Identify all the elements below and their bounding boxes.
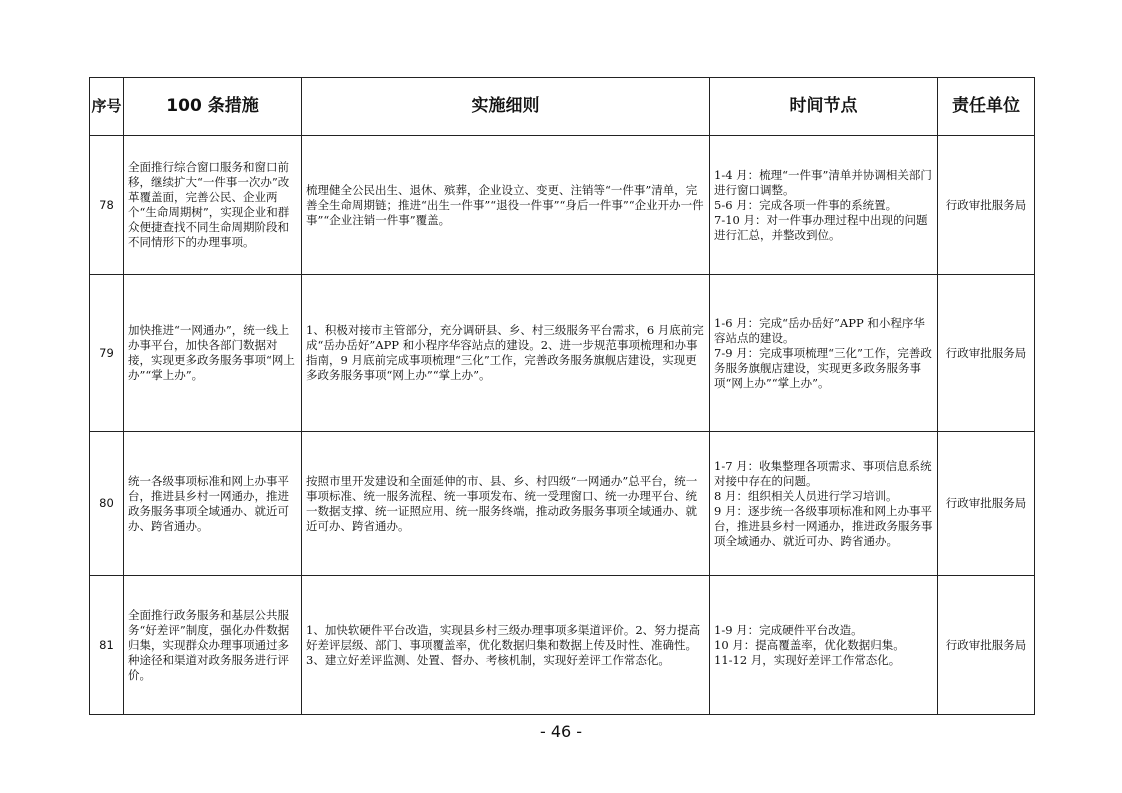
row-detail: 1、积极对接市主管部分，充分调研县、乡、村三级服务平台需求，6 月底前完成“岳办岳好”APP 和小程序华容站点的建设。2、进一步规范事项梳理和办事指南，9 月底前完成事项梳理“三化”工作，完善政务服务旗舰店建设，实现更多政务服务事项“网上办”“掌上办”。 — [302, 275, 710, 432]
header-seq: 序号 — [90, 78, 124, 136]
row-detail: 梳理健全公民出生、退休、殡葬，企业设立、变更、注销等“一件事”清单，完善全生命周期链；推进“出生一件事”“退役一件事”“身后一件事”“企业开办一件事”“企业注销一件事”覆盖。 — [302, 136, 710, 275]
table-row — [90, 136, 1035, 275]
row-measure: 全面推行政务服务和基层公共服务“好差评”制度，强化办件数据归集，实现群众办理事项通过多种途径和渠道对政务服务进行评价。 — [124, 576, 302, 715]
row-measure: 加快推进“一网通办”，统一线上办事平台，加快各部门数据对接，实现更多政务服务事项“网上办”“掌上办”。 — [124, 275, 302, 432]
row-timeline — [710, 136, 938, 275]
timeline-line: 10 月：提高覆盖率，优化数据归集。 — [714, 637, 905, 652]
row-measure: 统一各级事项标准和网上办事平台，推进县乡村一网通办，推进政务服务事项全域通办、就近可办、跨省通办。 — [124, 432, 302, 576]
row-timeline — [710, 576, 938, 715]
timeline-line: 7-10 月：对一件事办理过程中出现的问题进行汇总，并整改到位。 — [714, 212, 928, 242]
row-timeline — [710, 432, 938, 576]
row-detail: 1、加快软硬件平台改造，实现县乡村三级办理事项多渠道评价。2、努力提高好差评层级、部门、事项覆盖率，优化数据归集和数据上传及时性、准确性。3、建立好差评监测、处置、督办、考核机制，实现好差评工作常态化。 — [302, 576, 710, 715]
timeline-line: 5-6 月：完成各项一件事的系统置。 — [714, 197, 898, 212]
header-timeline: 时间节点 — [710, 78, 938, 136]
timeline-line: 1-4 月：梳理“一件事”清单并协调相关部门进行窗口调整。 — [714, 167, 932, 197]
row-unit: 行政审批服务局 — [938, 275, 1035, 432]
row-seq: 79 — [90, 275, 124, 432]
row-seq: 81 — [90, 576, 124, 715]
row-measure: 全面推行综合窗口服务和窗口前移，继续扩大“一件事一次办”改革覆盖面，完善公民、企业两个“生命周期树”，实现企业和群众便捷查找不同生命周期阶段和不同情形下的办理事项。 — [124, 136, 302, 275]
timeline-line: 11-12 月，实现好差评工作常态化。 — [714, 652, 901, 667]
header-measure: 100 条措施 — [124, 78, 302, 136]
timeline-line: 9 月：逐步统一各级事项标准和网上办事平台，推进县乡村一网通办，推进政务服务事项全域通办、就近可办、跨省通办。 — [714, 503, 933, 548]
row-unit: 行政审批服务局 — [938, 576, 1035, 715]
timeline-line: 1-9 月：完成硬件平台改造。 — [714, 622, 863, 637]
measures-table — [89, 77, 1035, 715]
timeline-line: 7-9 月：完成事项梳理“三化”工作，完善政务服务旗舰店建设，实现更多政务服务事项“网上办”“掌上办”。 — [714, 345, 932, 390]
row-unit: 行政审批服务局 — [938, 432, 1035, 576]
row-timeline — [710, 275, 938, 432]
row-unit: 行政审批服务局 — [938, 136, 1035, 275]
page-number: - 46 - — [539, 722, 583, 741]
timeline-line: 1-6 月：完成“岳办岳好”APP 和小程序华容站点的建设。 — [714, 315, 925, 345]
table-header-row — [90, 78, 1035, 136]
row-detail: 按照市里开发建设和全面延伸的市、县、乡、村四级“一网通办”总平台，统一事项标准、统一服务流程、统一事项发布、统一受理窗口、统一办理平台、统一数据支撑、统一证照应用、统一服务终端，推动政务服务事项全域通办、就近可办、跨省通办。 — [302, 432, 710, 576]
table-row — [90, 576, 1035, 715]
header-unit: 责任单位 — [938, 78, 1035, 136]
timeline-line: 1-7 月：收集整理各项需求、事项信息系统对接中存在的问题。 — [714, 458, 932, 488]
row-seq: 78 — [90, 136, 124, 275]
header-detail: 实施细则 — [302, 78, 710, 136]
table-row — [90, 275, 1035, 432]
table-row — [90, 432, 1035, 576]
timeline-line: 8 月：组织相关人员进行学习培训。 — [714, 488, 898, 503]
row-seq: 80 — [90, 432, 124, 576]
